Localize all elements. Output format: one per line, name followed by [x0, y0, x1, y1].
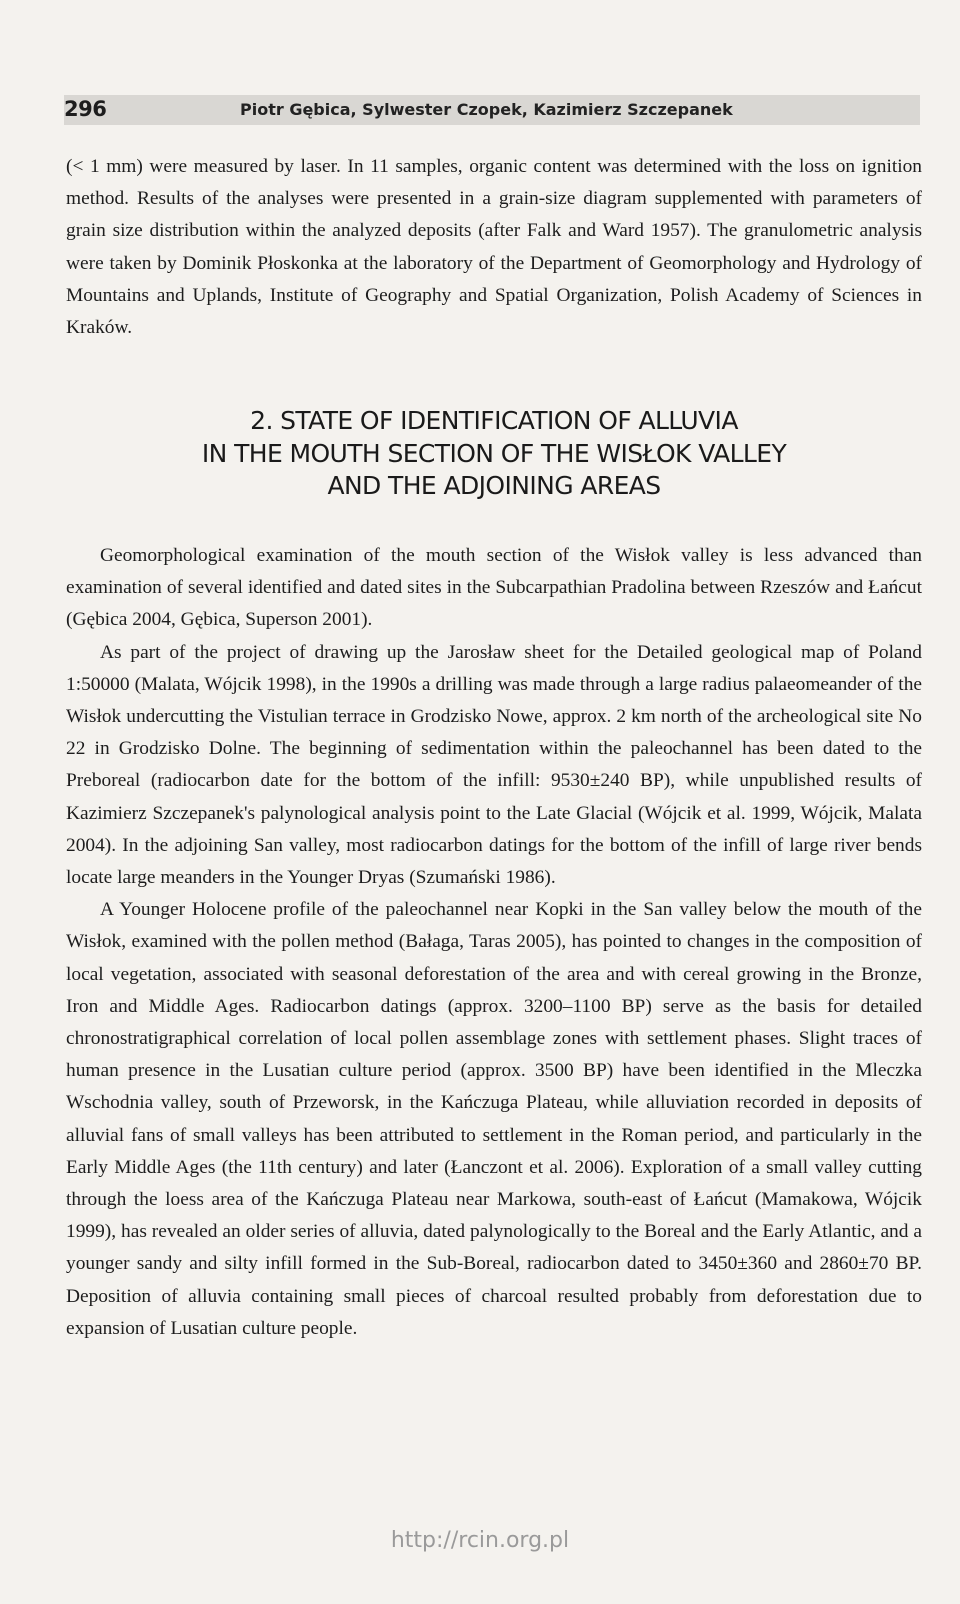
section-heading-line: AND THE ADJOINING AREAS — [327, 471, 661, 500]
body-paragraph: As part of the project of drawing up the Jarosław sheet for the Detailed geological map of Poland 1:50000 (Malata, Wójcik 1998), in the 1990s a drilling was made through a large radius palaeomeander of the Wisłok undercutting the Vistulian terrace in Grodzisko Nowe, approx. 2 km north of the archeological site No 22 in Grodzisko Dolne. The beginning of sedimentation within the paleochannel has been dated to the Preboreal (radiocarbon date for the bottom of the infill: 9530±240 BP), while unpublished results of Kazimierz Szczepanek's palynological analysis point to the Late Glacial (Wójcik et al. 1999, Wójcik, Malata 2004). In the adjoining San valley, most radiocarbon datings for the bottom of the infill of large river bends locate large meanders in the Younger Dryas (Szumański 1986). — [66, 641, 922, 889]
section-heading-line: IN THE MOUTH SECTION OF THE WISŁOK VALLEY — [201, 438, 787, 468]
page-number: 296 — [64, 97, 107, 121]
body-paragraph: A Younger Holocene profile of the paleochannel near Kopki in the San valley below the mouth of the Wisłok, examined with the pollen method (Bałaga, Taras 2005), has pointed to changes in the composition of local vegetation, associated with seasonal deforestation of the area and with cereal growing in the Bronze, Iron and Middle Ages. Radiocarbon datings (approx. 3200–1100 BP) serve as the basis for detailed chronostratigraphical correlation of local pollen assemblage zones with settlement phases. Slight traces of human presence in the Lusatian culture period (approx. 3500 BP) have been identified in the Mleczka Wschodnia valley, south of Przeworsk, in the Kańczuga Plateau, while alluviation recorded in deposits of alluvial fans of small valleys has been attributed to settlement in the Roman period, and particularly in the Early Middle Ages (the 11th century) and later (Łanczont et al. 2006). Exploration of a small valley cutting through the loess area of the Kańczuga Plateau near Markowa, south-east of Łańcut (Mamakowa, Wójcik 1999), has revealed an older series of alluvia, dated palynologically to the Boreal and the Early Atlantic, and a younger sandy and silty infill formed in the Sub-Boreal, radiocarbon dated to 3450±360 and 2860±70 BP. Deposition of alluvia containing small pieces of charcoal resulted probably from deforestation due to expansion of Lusatian culture people. — [66, 899, 922, 1339]
running-head-authors: Piotr Gębica, Sylwester Czopek, Kazimierz Szczepanek — [240, 100, 733, 119]
footer-url: http://rcin.org.pl — [390, 1528, 570, 1553]
intro-text-block — [66, 151, 922, 344]
intro-paragraph: (< 1 mm) were measured by laser. In 11 samples, organic content was determined with the loss on ignition method. Results of the analyses were presented in a grain-size diagram supplemented with parameters of grain size distribution within the analyzed deposits (after Falk and Ward 1957). The granulometric analysis were taken by Dominik Płoskonka at the laboratory of the Department of Geomorphology and Hydrology of Mountains and Uplands, Institute of Geography and Spatial Organization, Polish Academy of Sciences in Kraków. — [66, 156, 922, 339]
section-heading — [66, 405, 922, 503]
section-heading-line: 2. STATE OF IDENTIFICATION OF ALLUVIA — [250, 406, 738, 435]
main-text-block — [66, 540, 922, 1345]
body-paragraph: Geomorphological examination of the mouth section of the Wisłok valley is less advanced than examination of several identified and dated sites in the Subcarpathian Pradolina between Rzeszów and Łańcut (Gębica 2004, Gębica, Superson 2001). — [66, 545, 922, 631]
